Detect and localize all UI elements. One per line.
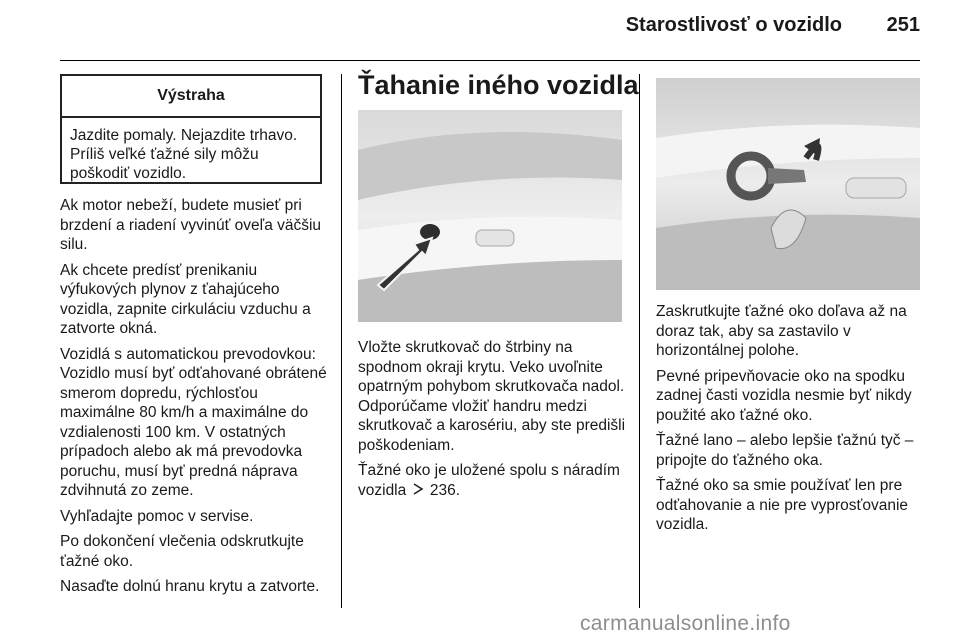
reference-text: Ťažné oko je uložené spolu s náradím vozidla: [358, 462, 620, 499]
bumper-cover-illustration: [358, 110, 622, 322]
column-divider-left: [341, 74, 342, 608]
page-number: 251: [886, 14, 920, 36]
watermark: carmanualsonline.info: [580, 612, 791, 635]
paragraph: Ak chcete predísť prenikaniu výfukových plynov z ťahajúceho vozidla, zapnite cirkuláciu vzduchu a zatvorte okná.: [60, 261, 311, 337]
reference-page[interactable]: 236.: [429, 481, 461, 499]
warning-text: Jazdite pomaly. Nejazdite trhavo. Príliš veľké ťažné sily môžu poškodiť vozidlo.: [70, 127, 298, 182]
paragraph: Vozidlá s automatickou prevodovkou: Vozidlo musí byť odťahované obrátené smerom dopredu, rýchlosťou maximálne 80 km/h a maximálne do vzdialenosti 100 km. V ostatných prípadoch alebo ak má prevodovka poruchu, musí byť predná náprava zdvihnutá zo zeme.: [60, 345, 327, 499]
page-reference-arrow-icon: [413, 481, 424, 501]
paragraph: Pevné pripevňovacie oko na spodku zadnej časti vozidla nesmie byť nikdy použité ako ťažné oko.: [656, 367, 912, 424]
column-divider-right: [639, 74, 640, 608]
paragraph: Po dokončení vlečenia odskrutkujte ťažné oko.: [60, 533, 304, 570]
section-title: Ťahanie iného vozidla: [358, 70, 639, 100]
paragraph: Vložte skrutkovač do štrbiny na spodnom okraji krytu. Veko uvoľnite opatrným pohybom skrutkovača nadol. Odporúčame vložiť handru medzi skrutkovač a karosériu, aby ste predišli poškodeniam.: [358, 339, 626, 454]
warning-box: [60, 74, 322, 184]
right-column: [656, 302, 924, 541]
paragraph: Ťažné lano – alebo lepšie ťažnú tyč – pripojte do ťažného oka.: [656, 432, 914, 469]
paragraph: Ťažné oko sa smie používať len pre odťahovanie a nie pre vyprosťovanie vozidla.: [656, 477, 909, 533]
paragraph: [358, 461, 630, 500]
paragraph: Ak motor nebeží, budete musieť pri brzdení a riadení vyvinúť oveľa väčšiu silu.: [60, 197, 322, 253]
left-column: [60, 196, 332, 603]
paragraph: Nasaďte dolnú hranu krytu a zatvorte.: [60, 578, 320, 595]
warning-heading: Výstraha: [62, 76, 320, 118]
middle-column: [358, 338, 630, 506]
chapter-title: Starostlivosť o vozidlo: [625, 14, 842, 36]
paragraph: Zaskrutkujte ťažné oko doľava až na doraz tak, aby sa zastavilo v horizontálnej polohe.: [656, 303, 907, 359]
header-divider: [60, 60, 920, 61]
tow-eye-illustration: [656, 78, 920, 290]
paragraph: Vyhľadajte pomoc v servise.: [60, 507, 254, 525]
